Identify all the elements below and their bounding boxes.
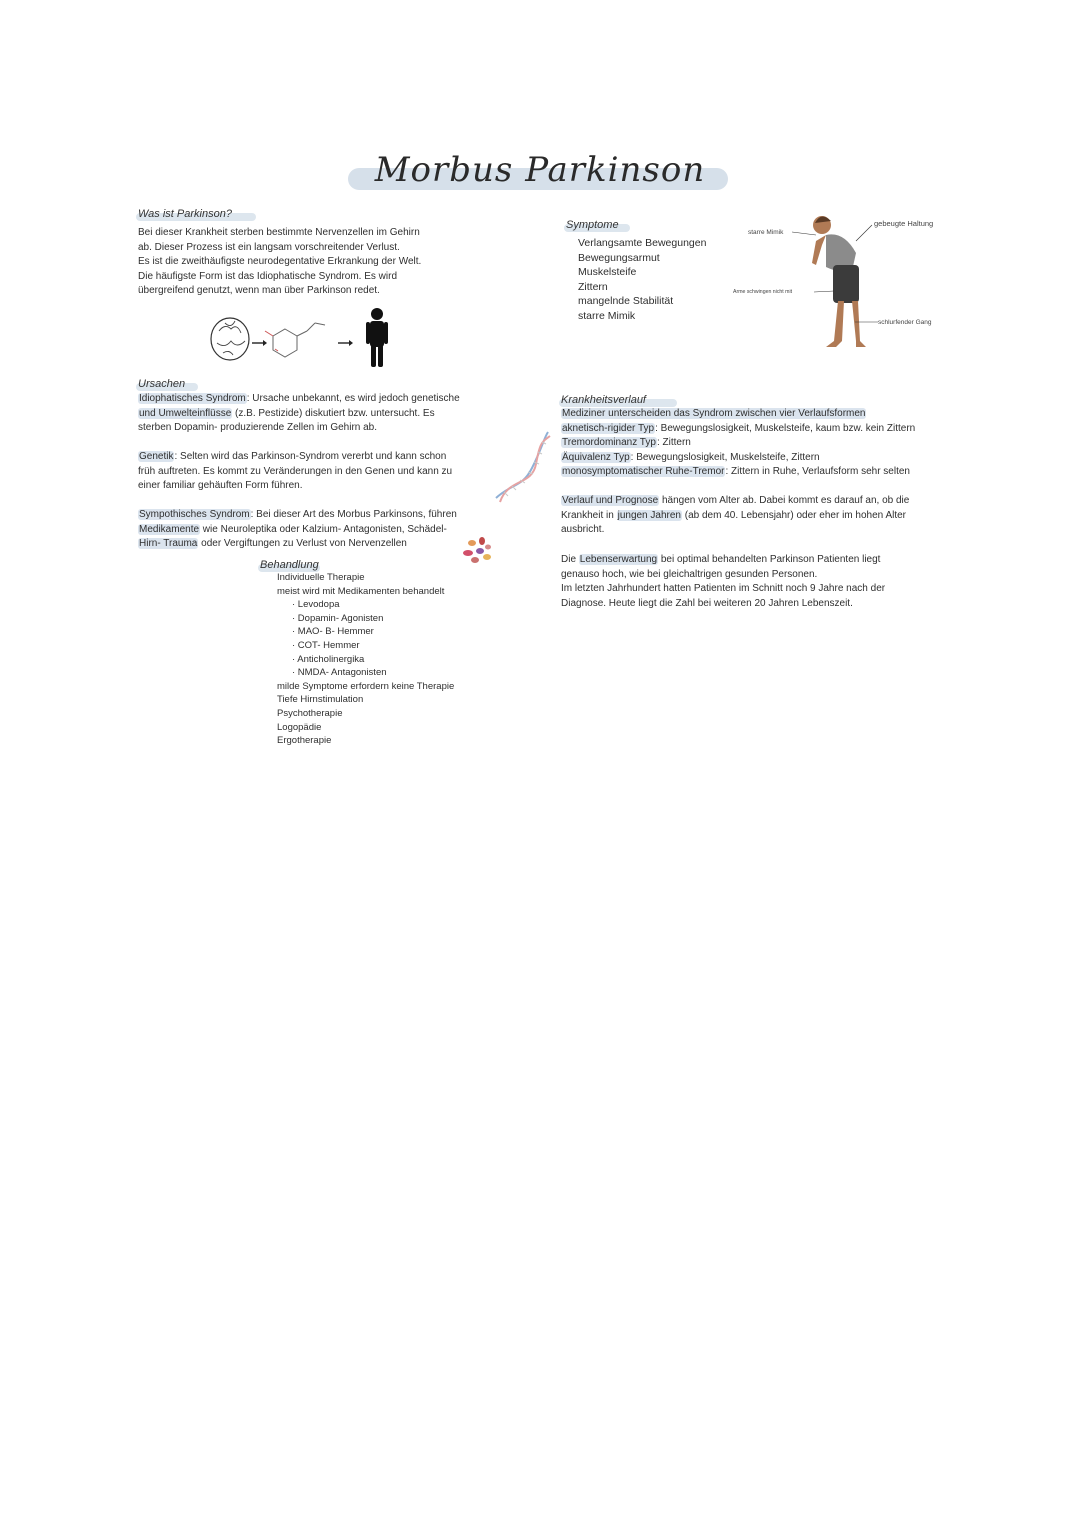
list-item: · Anticholinergika — [292, 653, 365, 665]
list-item: Zittern — [578, 280, 608, 293]
list-item: Muskelsteife — [578, 266, 637, 278]
person-icon — [366, 308, 388, 367]
list-item: · NMDA- Antagonisten — [292, 667, 387, 679]
ursachen-genetik: Genetik: Selten wird das Parkinson-Syndrom vererbt und kann schon früh auftreten. Es kommt zu Veränderungen in den Genen und kann zu einer familiar gehäuften Form führen. — [138, 451, 453, 491]
list-item: Ergotherapie — [277, 735, 332, 747]
brain-icon — [211, 318, 249, 360]
ursachen-sympothisch: Sympothisches Syndrom: Bei dieser Art des Morbus Parkinsons, führen Medikamente wie Neuroleptika oder Kalzium- Antagonisten, Schädel- Hirn- Trauma oder Vergiftungen zu Verlust von Nervenzellen — [139, 509, 457, 549]
page-title: Morbus Parkinson — [340, 150, 740, 200]
patient-figure-icon — [812, 216, 866, 347]
heading-ursachen: Ursachen — [138, 378, 185, 390]
symptome-list — [578, 236, 706, 323]
list-item: Psychotherapie — [277, 707, 343, 719]
label-starre-mimik: starre Mimik — [748, 229, 784, 236]
lebenserwartung: Die Lebenserwartung bei optimal behandelten Parkinson Patienten liegt genauso hoch, wie bei gleichaltrigen gesunden Personen. Im letzten Jahrhundert hatten Patienten im Schnitt noch 9 Jahre nach der Diagnose. Heute liegt die Zahl bei weiteren 20 Jahren Lebenszeit. — [561, 554, 886, 609]
list-item: · Levodopa — [292, 599, 340, 611]
label-arme: Arme schwingen nicht mit — [733, 289, 793, 295]
arrow-icon — [252, 340, 267, 346]
heading-behandlung: Behandlung — [260, 559, 319, 571]
heading-symptome: Symptome — [566, 219, 619, 231]
list-item: · COT- Hemmer — [292, 639, 360, 651]
pills-icon — [460, 535, 494, 567]
list-item: · MAO- B- Hemmer — [292, 626, 374, 638]
ursachen-idiopathisch: Idiophatisches Syndrom: Ursache unbekannt, es wird jedoch genetische und Umwelteinflüsse (z.B. Pestizide) diskutiert bzw. untersucht. Es sterben Dopamin- produzierende Zellen im Gehirn ab. — [138, 393, 460, 433]
dna-icon — [492, 428, 552, 503]
list-item: starre Mimik — [578, 309, 636, 322]
heading-krankheitsverlauf: Krankheitsverlauf — [561, 394, 646, 406]
label-gebeugte-haltung: gebeugte Haltung — [874, 219, 934, 228]
list-item: Bewegungsarmut — [578, 251, 660, 264]
verlauf-prognose: Verlauf und Prognose hängen vom Alter ab. Dabei kommt es darauf an, ob die Krankheit in jungen Jahren (ab dem 40. Lebensjahr) oder eher im hohen Alter ausbricht. — [561, 495, 910, 535]
was-ist-paragraph: Bei dieser Krankheit sterben bestimmte Nervenzellen im Gehirn ab. Dieser Prozess ist ein langsam vorschreitender Verlust. Es ist die zweithäufigste neurodegentative Erkrankung der Welt. Die häufigste Form ist das Idiophatische Syndrom. Es wird übergreifend genutzt, wenn man über Parkinson redet. — [138, 227, 422, 296]
heading-was-ist: Was ist Parkinson? — [138, 208, 232, 220]
dopamine-illustration — [205, 305, 395, 377]
list-item: Individuelle Therapie — [277, 572, 365, 583]
list-item: meist wird mit Medikamenten behandelt — [277, 585, 445, 597]
list-item: Tiefe Hirnstimulation — [277, 694, 364, 706]
list-item: mangelnde Stabilität — [578, 295, 674, 307]
list-item: Logopädie — [277, 721, 322, 733]
list-item: milde Symptome erfordern keine Therapie — [277, 680, 455, 692]
arrow-icon — [338, 340, 353, 346]
list-item: · Dopamin- Agonisten — [292, 612, 384, 624]
list-item: Verlangsamte Bewegungen — [578, 237, 707, 249]
verlaufsformen: Mediziner unterscheiden das Syndrom zwischen vier Verlaufsformen aknetisch-rigider Typ: Bewegungslosigkeit, Muskelsteife, kaum bzw. kein Zittern Tremordominanz Typ: Zittern Äquivalenz Typ: Bewegungslosigkeit, Muskelsteife, Zittern monosymptomatischer Ruhe-Tremor: Zittern in Ruhe, Verlaufsform sehr selten — [562, 408, 916, 477]
behandlung-list — [277, 571, 454, 748]
dopamine-molecule-icon — [265, 323, 325, 357]
label-gang: schlurfender Gang — [878, 319, 932, 326]
